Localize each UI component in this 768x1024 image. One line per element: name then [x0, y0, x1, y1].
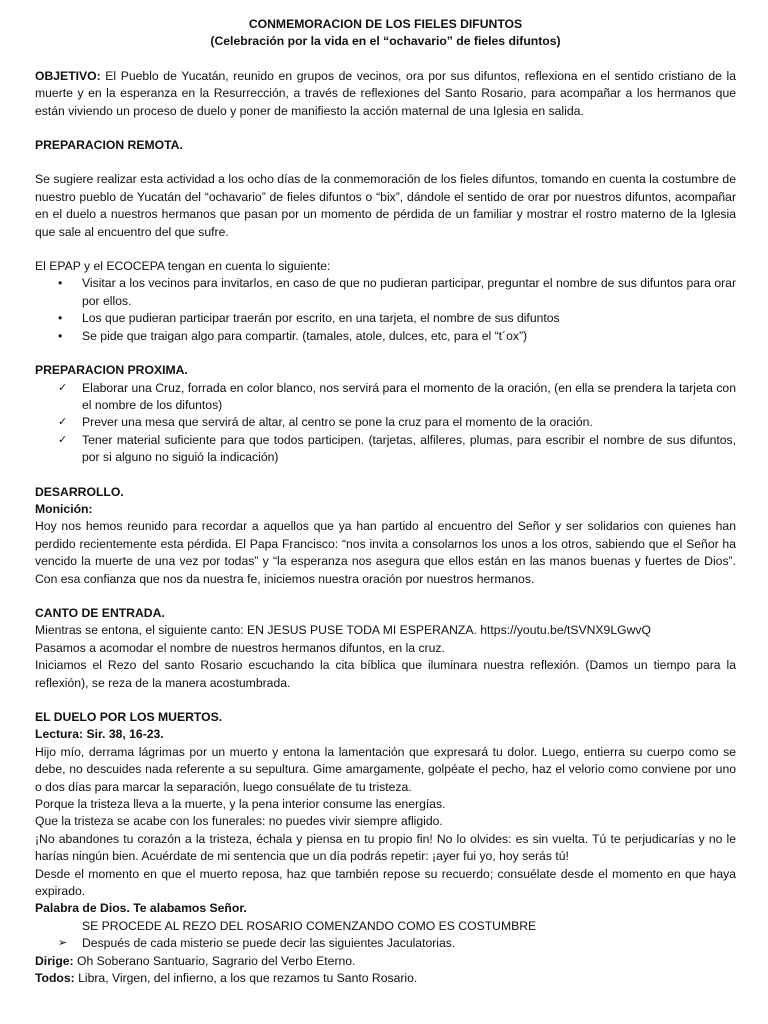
- reading-paragraph: Desde el momento en que el muerto reposa, haz que también repose su recuerdo; consuélate desde el momento en que haya expirado.: [35, 866, 736, 899]
- song-line: Mientras se entona, el siguiente canto: EN JESUS PUSE TODA MI ESPERANZA. https://youtu.be/tSVNX9LGwvQ: [35, 623, 651, 638]
- list-item: ✓ Tener material suficiente para que todos participen. (tarjetas, alfileres, plumas, para escribir el nombre de sus difuntos, por si alguno no siguió la indicación): [35, 432, 736, 467]
- list-item: ✓ Elaborar una Cruz, forrada en color blanco, nos servirá para el momento de la oración, (en ella se prendera la tarjeta con el nombre de los difuntos): [35, 380, 736, 415]
- near-check-list: [35, 380, 736, 467]
- list-item: ➢ Después de cada misterio se puede decir las siguientes Jaculatorias.: [35, 935, 736, 952]
- todos-label: Todos:: [35, 971, 75, 986]
- dirige-label: Dirige:: [35, 953, 74, 968]
- list-item: • Los que pudieran participar traerán por escrito, en una tarjeta, el nombre de sus difuntos: [35, 310, 736, 327]
- list-item: • Visitar a los vecinos para invitarlos, en caso de que no pudieran participar, preguntar el nombre de sus difuntos para orar por ellos.: [35, 275, 736, 310]
- reading-paragraph: Que la tristeza se acabe con los funerales: no puedes vivir siempre afligido.: [35, 814, 443, 829]
- todos-line: [35, 970, 736, 987]
- reading-reference: Lectura: Sir. 38, 16-23.: [35, 727, 164, 742]
- song-line: Iniciamos el Rezo del santo Rosario escuchando la cita bíblica que iluminara nuestra reflexión. (Damos un tiempo para la reflexión), se reza de la manera acostumbrada.: [35, 658, 736, 690]
- document-subtitle: (Celebración por la vida en el “ochavario” de fieles difuntos): [210, 34, 561, 49]
- list-item: • Se pide que traigan algo para compartir. (tamales, atole, dulces, etc, para el “t´ox”): [35, 328, 736, 345]
- remote-bullet-list: [35, 275, 736, 345]
- reading-paragraph: Porque la tristeza lleva a la muerte, y la pena interior consume las energías.: [35, 797, 446, 812]
- objective-paragraph: [35, 68, 736, 120]
- remote-paragraph: Se sugiere realizar esta actividad a los ocho días de la conmemoración de los fieles difuntos, tomando en cuenta la costumbre de nuestro pueblo de Yucatán del “ochavario” de fieles difuntos o “bix”, dándole el sentido de orar por nuestros difuntos, acompañar en el duelo a nuestros hermanos que pasan por un momento de pérdida de un familiar y mostrar el rostro materno de la Iglesia que sale al encuentro del que sufre.: [35, 172, 736, 239]
- document-body: [35, 16, 736, 988]
- dirige-line: [35, 953, 736, 970]
- reading-paragraph: ¡No abandones tu corazón a la tristeza, échala y piensa en tu propio fin! No lo olvides: es sin vuelta. Tú te perjudicarías y no le harías ningún bien. Acuérdate de mi sentencia que un día podrás repetir: ¡ayer fui yo, hoy serás tú!: [35, 831, 736, 864]
- near-heading: PREPARACION PROXIMA.: [35, 363, 188, 378]
- rosary-instruction: SE PROCEDE AL REZO DEL ROSARIO COMENZANDO COMO ES COSTUMBRE: [82, 918, 537, 933]
- list-item: ✓ Prever una mesa que servirá de altar, al centro se pone la cruz para el momento de la oración.: [35, 414, 736, 431]
- song-line: Pasamos a acomodar el nombre de nuestros hermanos difuntos, en la cruz.: [35, 640, 445, 655]
- jaculatorias-list: [35, 935, 736, 952]
- document-title: CONMEMORACION DE LOS FIELES DIFUNTOS: [248, 17, 523, 31]
- epap-intro: El EPAP y el ECOCEPA tengan en cuenta lo siguiente:: [35, 259, 331, 274]
- development-heading: DESARROLLO.: [35, 484, 124, 499]
- objective-label: OBJETIVO:: [35, 68, 101, 83]
- word-of-god: Palabra de Dios. Te alabamos Señor.: [35, 901, 247, 916]
- remote-heading: PREPARACION REMOTA.: [35, 138, 183, 153]
- objective-text: El Pueblo de Yucatán, reunido en grupos de vecinos, ora por sus difuntos, reflexiona en el sentido cristiano de la muerte y en la esperanza en la Resurrección, a través de reflexiones del Santo Rosario, para acompañar a los hermanos que están viviendo un proceso de duelo y poner de manifiesto la acción maternal de una Iglesia en salida.: [35, 68, 736, 118]
- dirige-text: Oh Soberano Santuario, Sagrario del Verbo Eterno.: [73, 953, 356, 968]
- monicion-label: Monición:: [35, 501, 93, 516]
- grief-heading: EL DUELO POR LOS MUERTOS.: [35, 710, 223, 724]
- monicion-paragraph: Hoy nos hemos reunido para recordar a aquellos que ya han partido al encuentro del Señor y ser solidarios con quienes han perdido recientemente esta pérdida. El Papa Francisco: “nos invita a consolarnos los unos a los otros, sabiendo que el Señor ha vencido la muerte de una vez por todas” y “la esperanza nos asegura que ellos están en las manos buenas y fuertes de Dios”. Con esa confianza que nos da nuestra fe, iniciemos nuestra oración por nuestros hermanos.: [35, 519, 736, 586]
- reading-paragraph: Hijo mío, derrama lágrimas por un muerto y entona la lamentación que expresará tu dolor. Luego, entierra su cuerpo como se debe, no descuides nada referente a su sepultura. Gime amargamente, golpéate el pecho, haz el velorio como conviene por uno o dos días para marcar la separación, luego consuélate de tu tristeza.: [35, 744, 736, 794]
- todos-text: Libra, Virgen, del infierno, a los que rezamos tu Santo Rosario.: [74, 971, 418, 986]
- song-heading: CANTO DE ENTRADA.: [35, 605, 165, 620]
